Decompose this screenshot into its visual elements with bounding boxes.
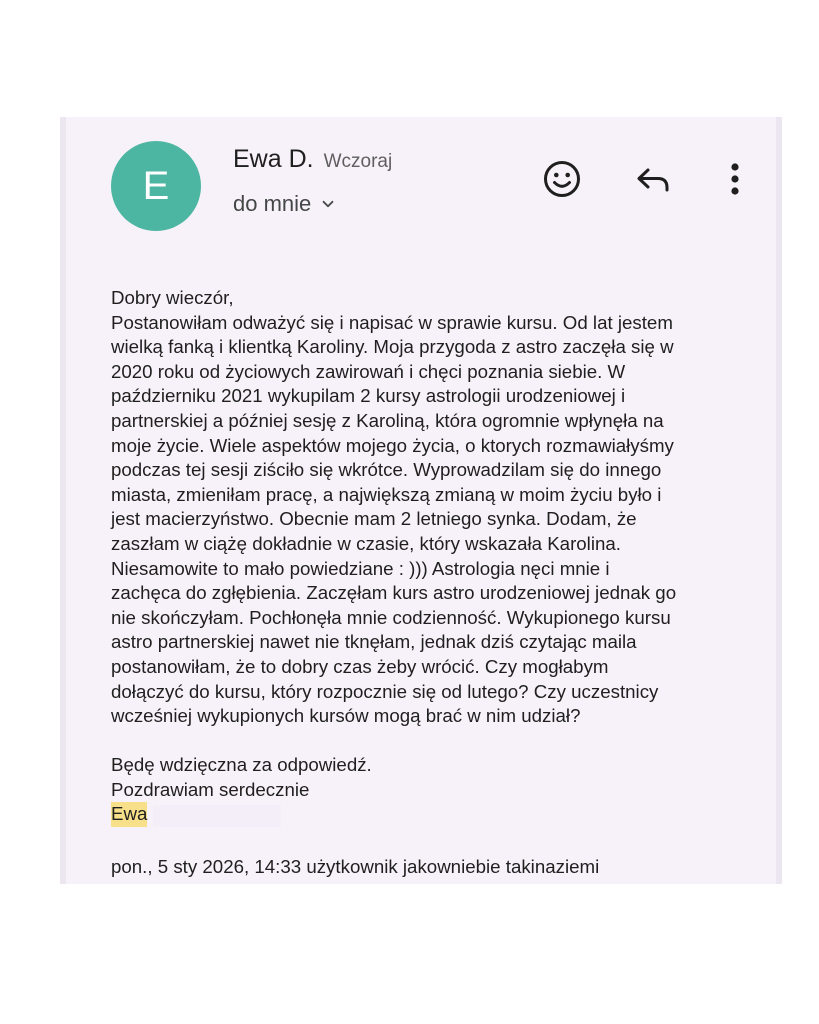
redacted-surname	[153, 805, 281, 827]
body-line: wielką fanką i klientką Karoliny. Moja przygoda z astro zaczęła się w	[111, 336, 674, 358]
message-date: Wczoraj	[323, 151, 393, 172]
sender-name[interactable]: Ewa D.	[233, 145, 314, 173]
signature-line	[111, 802, 761, 827]
body-line: dołączyć do kursu, który rozpocznie się od lutego? Czy uczestnicy	[111, 680, 659, 702]
body-line: wcześniej wykupionych kursów mogą brać w nim udział?	[111, 705, 581, 727]
body-line: zaszłam w ciążę dokładnie w czasie, który wskazała Karolina.	[111, 532, 621, 554]
body-line: partnerskiej a później sesję z Karoliną, która ogromnie wpłynęła na	[111, 409, 664, 431]
signature-name: Ewa	[111, 802, 147, 827]
reply-button[interactable]	[631, 157, 675, 201]
body-line: podczas tej sesji ziściło się wkrótce. Wyprowadzilam się do innego	[111, 459, 662, 481]
avatar-letter: E	[142, 163, 170, 208]
recipient-label: do mnie	[233, 191, 312, 216]
body-line: moje życie. Wiele aspektów mojego życia, o ktorych rozmawiałyśmy	[111, 434, 674, 456]
message-body	[111, 286, 761, 827]
paragraph-spacer	[111, 729, 761, 754]
sender-avatar[interactable]	[111, 141, 201, 231]
reply-arrow-icon	[633, 159, 673, 199]
body-line: postanowiłam, że to dobry czas żeby wrócić. Czy mogłabym	[111, 655, 609, 677]
body-line: astro partnerskiej nawet nie tknęłam, jednak dziś czytając maila	[111, 631, 637, 653]
body-line: Niesamowite to mało powiedziane : ))) Astrologia nęci mnie i	[111, 557, 610, 579]
chevron-down-icon	[319, 195, 337, 213]
body-line: Dobry wieczór,	[111, 287, 234, 308]
body-line: miasta, zmieniłam pracę, a największą zmianą w moim życiu było i	[111, 483, 662, 505]
add-reaction-button[interactable]	[540, 157, 584, 201]
closing-line: Pozdrawiam serdecznie	[111, 778, 310, 800]
body-line: jest macierzyństwo. Obecnie mam 2 letniego synka. Dodam, że	[111, 508, 637, 530]
body-line: 2020 roku od życiowych zawirowań i chęci poznania siebie. W	[111, 360, 626, 382]
body-line: październiku 2021 wykupilam 2 kursy astrologii urodzeniowej i	[111, 385, 626, 407]
quoted-message-header[interactable]: pon., 5 sty 2026, 14:33 użytkownik jakowniebie takinaziemi	[111, 856, 600, 877]
closing-line: Będę wdzięczna za odpowiedź.	[111, 754, 372, 776]
more-options-button[interactable]	[713, 157, 757, 201]
sender-header	[233, 145, 392, 174]
recipient-toggle[interactable]	[233, 191, 337, 217]
more-vertical-icon	[723, 159, 747, 199]
body-line: Postanowiłam odważyć się i napisać w sprawie kursu. Od lat jestem	[111, 311, 673, 333]
email-message-card	[60, 117, 782, 884]
smiley-face-icon	[542, 159, 582, 199]
body-line: nie skończyłam. Pochłonęła mnie codzienność. Wykupionego kursu	[111, 606, 671, 628]
body-line: zachęca do zgłębienia. Zaczęłam kurs astro urodzeniowej jednak go	[111, 582, 677, 604]
